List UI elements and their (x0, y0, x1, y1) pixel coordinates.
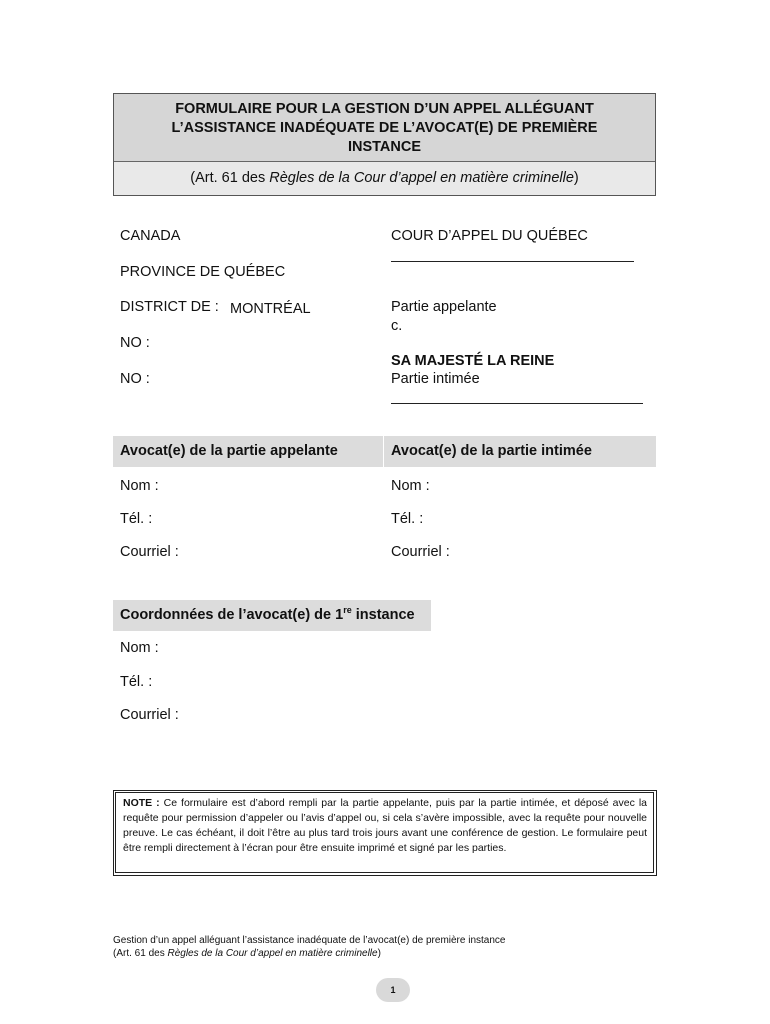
subtitle-rules-title: Règles de la Cour d’appel en matière criminelle (269, 170, 574, 186)
form-title-line: FORMULAIRE POUR LA GESTION D’UN APPEL ALLÉGUANT (175, 101, 594, 117)
form-title-box (113, 93, 656, 196)
respondent-name: SA MAJESTÉ LA REINE (391, 353, 555, 369)
country-label: CANADA (120, 228, 181, 244)
form-title-line: INSTANCE (347, 139, 422, 155)
form-title (114, 94, 655, 162)
form-subtitle (114, 162, 655, 195)
respondent-label: Partie intimée (391, 371, 480, 387)
note-box (113, 790, 657, 876)
respondent-counsel-phone-field[interactable]: Tél. : (391, 511, 424, 527)
case-number-label: NO : (120, 335, 150, 351)
appellant-name-line[interactable] (391, 261, 634, 262)
subtitle-suffix: ) (573, 170, 579, 186)
appellant-counsel-email-field[interactable]: Courriel : (120, 544, 179, 560)
court-name: COUR D’APPEL DU QUÉBEC (391, 228, 588, 244)
note-label: NOTE : (123, 797, 160, 809)
first-instance-email-field[interactable]: Courriel : (120, 707, 179, 723)
footer (113, 934, 505, 960)
first-instance-header-text: Coordonnées de l’avocat(e) de 1 (120, 607, 344, 623)
first-instance-counsel-header (113, 600, 431, 631)
respondent-counsel-email-field[interactable]: Courriel : (391, 544, 450, 560)
case-number-label-2: NO : (120, 371, 150, 387)
district-field[interactable]: MONTRÉAL (230, 301, 311, 317)
form-title-line: L’ASSISTANCE INADÉQUATE DE L’AVOCAT(E) DE PREMIÈRE (171, 120, 598, 136)
respondent-counsel-name-field[interactable]: Nom : (391, 478, 430, 494)
footer-line2-suffix: ) (377, 948, 381, 959)
appellant-counsel-name-field[interactable]: Nom : (120, 478, 159, 494)
footer-line2 (113, 947, 505, 960)
subtitle-prefix: (Art. 61 des (190, 170, 270, 186)
appellant-counsel-phone-field[interactable]: Tél. : (120, 511, 153, 527)
footer-line2-prefix: (Art. 61 des (113, 948, 168, 959)
first-instance-header-superscript: re (343, 605, 352, 616)
first-instance-header-suffix: instance (351, 607, 415, 623)
respondent-counsel-header: Avocat(e) de la partie intimée (384, 436, 656, 467)
note-text: Ce formulaire est d’abord rempli par la partie appelante, puis par la partie intimée, et déposé avec la requête pour permission d’appeler ou l’avis d’appel ou, si cela s’avère impossible, avec la requête pour nouvelle preuve. Le cas échéant, il doit l’être au plus tard trois jours avant une conférence de gestion. Le formulaire peut être rempli directement à l’écran pour être ensuite imprimé et signé par les parties. (123, 797, 647, 854)
province-label: PROVINCE DE QUÉBEC (120, 264, 286, 280)
first-instance-phone-field[interactable]: Tél. : (120, 674, 153, 690)
appellant-counsel-header: Avocat(e) de la partie appelante (113, 436, 383, 467)
first-instance-name-field[interactable]: Nom : (120, 640, 159, 656)
footer-line1: Gestion d’un appel alléguant l’assistance inadéquate de l’avocat(e) de première instance (113, 935, 506, 946)
footer-rules-title: Règles de la Cour d’appel en matière criminelle (167, 948, 378, 959)
appellant-label: Partie appelante (391, 299, 497, 315)
versus-label: c. (391, 318, 403, 334)
respondent-rule (391, 403, 643, 404)
page-number-badge: 1 (376, 978, 410, 1002)
district-label: DISTRICT DE : (120, 299, 219, 315)
